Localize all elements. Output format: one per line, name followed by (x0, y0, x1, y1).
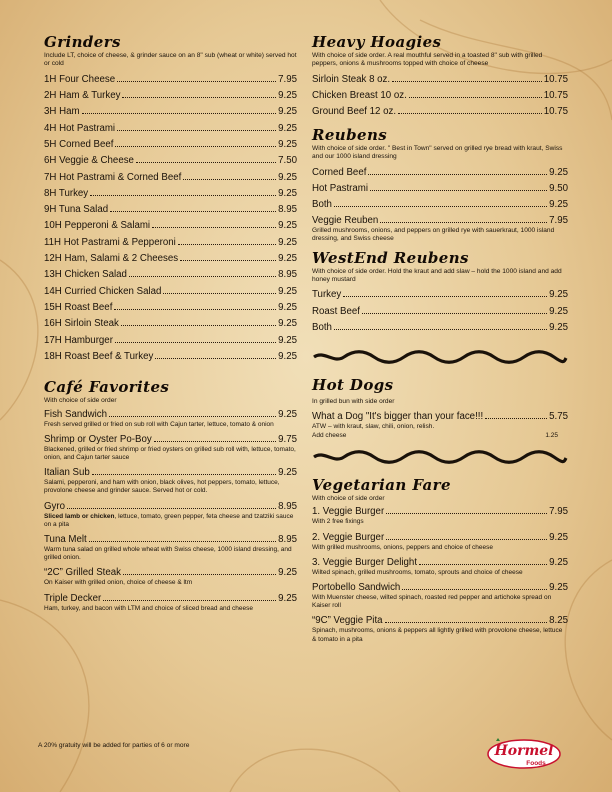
menu-item-price: 9.25 (278, 350, 297, 362)
leader-dots (89, 541, 276, 542)
menu-item-description-text: , lettuce, tomato, green pepper, feta cheese and tzatziki sauce on a pita (44, 512, 294, 528)
menu-item-price: 8.95 (278, 533, 297, 545)
menu-item (312, 197, 568, 213)
menu-item-name: Both (312, 199, 332, 211)
menu-item (312, 304, 568, 320)
reubens-list (312, 165, 568, 230)
menu-item (44, 467, 297, 479)
add-cheese-price: 1.25 (545, 432, 558, 440)
menu-item-name: 15H Roast Beef (44, 301, 113, 313)
menu-item-name: 8H Turkey (44, 187, 89, 199)
menu-item (312, 165, 568, 181)
menu-item-description-text: On Kaiser with grilled onion, choice of cheese & ltm (44, 579, 193, 587)
vegetarian-fare-description: With choice of side order (312, 495, 385, 503)
menu-item-price: 9.25 (278, 106, 297, 118)
menu-item-name: 1H Four Cheese (44, 73, 116, 85)
leader-dots (67, 508, 276, 509)
hot-dog-item (312, 410, 568, 423)
menu-item-price: 8.25 (549, 615, 568, 627)
hormel-foods-logo (486, 738, 562, 770)
right-column (312, 34, 568, 649)
menu-item-price: 9.25 (278, 122, 297, 134)
menu-item-description (44, 446, 297, 462)
leader-dots (183, 179, 276, 180)
menu-item (312, 104, 568, 120)
menu-item (44, 434, 297, 446)
menu-item-price: 9.25 (278, 592, 297, 604)
add-cheese-item (312, 431, 568, 440)
menu-item-name: 2. Veggie Burger (312, 531, 385, 543)
menu-item (44, 104, 297, 120)
wave-divider (312, 450, 568, 464)
menu-item-name: Both (312, 321, 332, 333)
leader-dots (392, 81, 542, 82)
menu-item (312, 72, 568, 88)
leader-dots (82, 113, 277, 114)
leader-dots (386, 513, 547, 514)
westend-reubens-title: WestEnd Reubens (312, 248, 469, 267)
menu-item-description-text: With grilled mushrooms, onions, peppers and choice of cheese (312, 543, 494, 551)
menu-item-name: 14H Curried Chicken Salad (44, 285, 162, 297)
hot-dog-price: 5.75 (549, 410, 568, 422)
menu-item-price: 9.25 (278, 334, 297, 346)
menu-item (44, 534, 297, 546)
menu-item-name: 18H Roast Beef & Turkey (44, 350, 154, 362)
menu-item (44, 349, 297, 365)
heavy-hoagies-list (312, 72, 568, 121)
leader-dots (122, 97, 276, 98)
menu-item-name: Portobello Sandwich (312, 582, 401, 594)
leader-dots (117, 81, 276, 82)
leader-dots (334, 329, 547, 330)
menu-item-name: 6H Veggie & Cheese (44, 155, 134, 167)
veggie-reuben-note: Grilled mushrooms, onions, and peppers on grilled rye with sauerkraut, 1000 island dressing, and Swiss cheese (312, 226, 555, 243)
menu-item-description-text: Ham, turkey, and bacon with LTM and choice of sliced bread and cheese (44, 604, 253, 612)
menu-item-price: 9.25 (278, 220, 297, 232)
menu-item-name: 16H Sirloin Steak (44, 318, 119, 330)
menu-item-name: 4H Hot Pastrami (44, 122, 116, 134)
menu-item (44, 333, 297, 349)
menu-item-price: 9.25 (549, 321, 568, 333)
menu-item-description-text: Salami, pepperoni, and ham with onion, black olives, hot peppers, tomato, lettuce, provolone cheese and grinder sauce. Served hot or cold. (44, 479, 280, 495)
menu-item-description (44, 605, 297, 613)
grinders-description: Include LT, choice of cheese, & grinder sauce on an 8" sub (wheat or white) served hot or cold (44, 52, 297, 68)
menu-item-description (44, 421, 297, 429)
leader-dots (334, 206, 547, 207)
add-cheese-label: Add cheese (312, 432, 347, 440)
menu-item-name: Gyro (44, 500, 65, 512)
menu-item-price: 9.25 (549, 305, 568, 317)
wave-divider (312, 350, 568, 364)
menu-item-description (44, 579, 297, 587)
menu-item-price: 8.95 (278, 269, 297, 281)
leader-dots (121, 325, 276, 326)
menu-item-name: 10H Pepperoni & Salami (44, 220, 151, 232)
menu-item-price: 8.95 (278, 204, 297, 216)
logo-subtext: Foods (526, 760, 546, 767)
leader-dots (385, 622, 548, 623)
leader-dots (180, 260, 276, 261)
leader-dots (129, 276, 276, 277)
menu-item-price: 9.25 (278, 253, 297, 265)
leader-dots (380, 222, 547, 223)
gratuity-note: A 20% gratuity will be added for parties of 6 or more (38, 742, 190, 749)
menu-item-description-text: Warm tuna salad on grilled whole wheat with Swiss cheese, 1000 island dressing, and grilled onion. (44, 545, 292, 562)
menu-item-name: “9C” Veggie Pita (312, 615, 383, 627)
hot-dog-name: What a Dog "It's bigger than your face!!! (312, 410, 484, 422)
menu-item-price: 9.25 (549, 582, 568, 594)
menu-item-description (312, 544, 568, 552)
menu-item-price: 9.25 (278, 236, 297, 248)
menu-item-name: “2C” Grilled Steak (44, 567, 121, 579)
menu-item (44, 170, 297, 186)
menu-item-price: 7.95 (549, 215, 568, 227)
left-column (44, 34, 297, 618)
menu-item (44, 72, 297, 88)
menu-item-name: 1. Veggie Burger (312, 506, 385, 518)
menu-item (44, 409, 297, 421)
menu-item-description-text: With Muenster cheese, wilted spinach, roasted red pepper and artichoke spread on Kaiser roll (312, 594, 552, 610)
menu-item-name: Italian Sub (44, 467, 90, 479)
leader-dots (398, 113, 542, 114)
leader-dots (163, 293, 276, 294)
menu-item-name: Sirloin Steak 8 oz. (312, 73, 391, 85)
grinders-title: Grinders (44, 33, 121, 51)
menu-item (44, 137, 297, 153)
leader-dots (178, 244, 276, 245)
menu-item-name: Veggie Reuben (312, 215, 379, 227)
leader-dots (109, 416, 276, 417)
menu-item-name: Tuna Melt (44, 533, 87, 545)
menu-item (44, 267, 297, 283)
leader-dots (123, 574, 276, 575)
menu-item-price: 9.25 (278, 171, 297, 183)
leader-dots (110, 211, 276, 212)
menu-item (44, 88, 297, 104)
menu-item-description (312, 518, 568, 526)
leader-dots (152, 227, 276, 228)
menu-item (44, 316, 297, 332)
menu-item-description-bold: Sliced lamb or chicken (44, 512, 115, 520)
menu-item (44, 300, 297, 316)
menu-item-name: Shrimp or Oyster Po-Boy (44, 433, 152, 445)
menu-item-price: 9.75 (278, 433, 297, 445)
reubens-title: Reubens (312, 125, 388, 144)
menu-item (44, 501, 297, 513)
menu-item-price: 9.25 (278, 301, 297, 313)
menu-item-name: 12H Ham, Salami & 2 Cheeses (44, 253, 179, 265)
leader-dots (115, 342, 276, 343)
menu-item (44, 202, 297, 218)
menu-item (312, 320, 568, 336)
menu-item-description (312, 569, 568, 577)
menu-item (44, 121, 297, 137)
leader-dots (419, 564, 547, 565)
menu-item-price: 9.25 (278, 318, 297, 330)
heavy-hoagies-title: Heavy Hoagies (312, 33, 442, 51)
menu-item-price: 10.75 (543, 73, 568, 85)
grinders-list (44, 72, 297, 365)
westend-reubens-list (312, 287, 568, 336)
menu-item-price: 7.95 (278, 73, 297, 85)
menu-item (44, 284, 297, 300)
menu-item-price: 9.25 (549, 166, 568, 178)
menu-item-price: 9.25 (549, 289, 568, 301)
leader-dots (115, 146, 276, 147)
menu-item-description (312, 627, 568, 643)
hot-dogs-description: In grilled bun with side order (312, 398, 395, 406)
hot-dog-note: ATW – with kraut, slaw, chili, onion, relish. (312, 422, 435, 430)
menu-item-description (44, 546, 297, 562)
menu-item-name: 17H Hamburger (44, 334, 113, 346)
menu-item (312, 615, 568, 627)
cafe-favorites-list (44, 409, 297, 613)
menu-item-price: 9.25 (278, 467, 297, 479)
leader-dots (409, 97, 542, 98)
menu-item (44, 567, 297, 579)
menu-item-price: 9.25 (549, 531, 568, 543)
menu-item (312, 532, 568, 544)
leader-dots (90, 195, 276, 196)
menu-item (44, 186, 297, 202)
menu-item-description-text: Fresh served grilled or fried on sub roll with Cajun tarter, lettuce, tomato & onion (44, 420, 274, 428)
menu-item-name: Chicken Breast 10 oz. (312, 90, 407, 102)
menu-item-description-text: Blackened, grilled or fried shrimp or fried oysters on grilled sub roll with, lettuce, tomato, onion, and Cajun tarter sauce (44, 445, 296, 461)
menu-item (44, 153, 297, 169)
menu-item-price: 8.95 (278, 500, 297, 512)
menu-item-name: Hot Pastrami (312, 182, 368, 194)
menu-item-name: 9H Tuna Salad (44, 204, 109, 216)
menu-item-name: 2H Ham & Turkey (44, 90, 121, 102)
menu-item-description (44, 513, 297, 529)
leader-dots (362, 313, 547, 314)
hot-dogs-title: Hot Dogs (312, 376, 394, 395)
vegetarian-fare-list (312, 506, 568, 643)
menu-item (312, 181, 568, 197)
menu-item-name: Triple Decker (44, 592, 102, 604)
heavy-hoagies-description: With choice of side order. A real mouthful served in a toasted 8" sub with grilled peppers, onions & mushrooms topped with choice of cheese (312, 52, 543, 68)
menu-item (44, 593, 297, 605)
menu-item-name: 5H Corned Beef (44, 139, 114, 150)
leader-dots (370, 190, 547, 191)
menu-item (312, 557, 568, 569)
leader-dots (92, 474, 276, 475)
menu-item (312, 88, 568, 104)
menu-item-name: Fish Sandwich (44, 408, 107, 420)
menu-item-price: 9.50 (549, 182, 568, 194)
menu-item-name: 3H Ham (44, 106, 80, 118)
menu-item-price: 10.75 (543, 106, 568, 118)
menu-item-description-text: Spinach, mushrooms, onions & peppers all lightly grilled with provolone cheese, lettuce & tomato in a pita (312, 627, 563, 643)
menu-item-description (44, 479, 297, 495)
menu-item-name: 3. Veggie Burger Delight (312, 556, 418, 568)
leader-dots (155, 358, 276, 359)
menu-item-price: 9.25 (278, 285, 297, 297)
menu-item (312, 287, 568, 303)
leader-dots (154, 441, 276, 442)
menu-item-name: Ground Beef 12 oz. (312, 106, 397, 118)
menu-item-price: 7.50 (278, 155, 297, 167)
leader-dots (485, 418, 547, 419)
menu-item-description (312, 594, 568, 610)
leader-dots (103, 600, 276, 601)
menu-item-name: Roast Beef (312, 305, 360, 317)
menu-item (44, 218, 297, 234)
cafe-favorites-title: Café Favorites (44, 378, 170, 397)
leader-dots (402, 589, 547, 590)
leader-dots (343, 296, 547, 297)
menu-item-name: Turkey (312, 289, 342, 301)
cafe-favorites-description: With choice of side order (44, 397, 117, 405)
menu-item-price: 9.25 (278, 187, 297, 199)
westend-reubens-description: With choice of side order. Hold the kraut and add slaw – hold the 1000 island and add honey mustard (312, 267, 562, 283)
menu-item-price: 9.25 (278, 408, 297, 420)
menu-item-description-text: Wilted spinach, grilled mushrooms, tomato, sprouts and choice of cheese (312, 568, 523, 576)
menu-item-price: 9.25 (278, 567, 297, 579)
menu-item (312, 582, 568, 594)
leader-dots (136, 162, 276, 163)
menu-item-description-text: With 2 free fixings (312, 518, 364, 526)
menu-item-price: 10.75 (543, 90, 568, 102)
leader-dots (368, 174, 547, 175)
menu-item-name: Corned Beef (312, 166, 367, 178)
leader-dots (386, 539, 547, 540)
menu-item-price: 9.25 (278, 90, 297, 102)
menu-item-name: 13H Chicken Salad (44, 269, 127, 281)
vegetarian-fare-title: Vegetarian Fare (312, 476, 451, 495)
menu-item-price: 9.25 (549, 556, 568, 568)
menu-item (44, 251, 297, 267)
menu-item (44, 235, 297, 251)
leader-dots (117, 130, 276, 131)
menu-item-price: 9.25 (549, 199, 568, 211)
leader-dots (114, 309, 276, 310)
menu-item-name: 7H Hot Pastrami & Corned Beef (44, 171, 182, 183)
logo-wordmark: Hormel (494, 743, 554, 759)
menu-item (312, 506, 568, 518)
reubens-description: With choice of side order. " Best in Town" served on grilled rye bread with kraut, Swiss and our 1000 island dressing (312, 144, 563, 161)
menu-item-name: 11H Hot Pastrami & Pepperoni (44, 236, 176, 248)
menu-item-price: 7.95 (549, 506, 568, 518)
menu-item-price: 9.25 (278, 139, 297, 150)
